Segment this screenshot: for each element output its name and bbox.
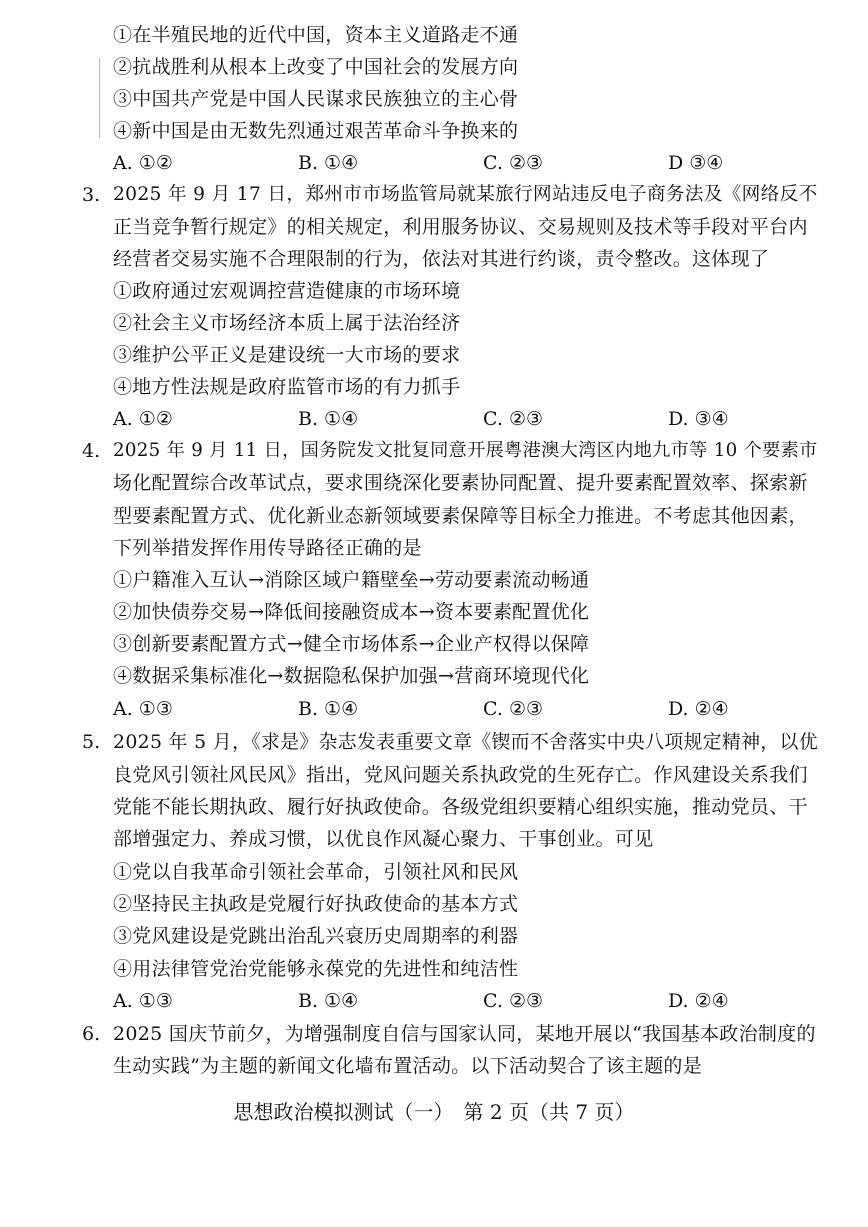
q4-option-d: D. ②④ <box>668 698 729 720</box>
q3-item-4: ④地方性法规是政府监管市场的有力抓手 <box>113 376 461 398</box>
q4-item-3: ③创新要素配置方式→健全市场体系→企业产权得以保障 <box>113 633 590 655</box>
q5-option-d: D. ②④ <box>668 990 729 1012</box>
q5-stem-line-2: 良党风引领社风民风》指出，党风问题关系执政党的生死存亡。作风建设关系我们 <box>113 764 808 786</box>
q4-number: 4. <box>82 440 101 462</box>
q2-option-c: C. ②③ <box>483 152 544 174</box>
q5-number: 5. <box>82 731 101 753</box>
page-footer: 思想政治模拟测试（一） 第 2 页（共 7 页） <box>233 1100 635 1124</box>
q6-stem-line-1: 2025 国庆节前夕，为增强制度自信与国家认同，某地开展以“我国基本政治制度的 <box>113 1023 816 1045</box>
q2-item-2: ②抗战胜利从根本上改变了中国社会的发展方向 <box>113 56 519 78</box>
q3-stem-line-3: 经营者交易实施不合理限制的行为，依法对其进行约谈，责令整改。这体现了 <box>113 248 770 270</box>
q3-option-d: D. ③④ <box>668 408 729 430</box>
q4-option-c: C. ②③ <box>483 698 544 720</box>
q3-option-c: C. ②③ <box>483 408 544 430</box>
q5-item-3: ③党风建设是党跳出治乱兴衰历史周期率的利器 <box>113 925 519 947</box>
q4-option-b: B. ①④ <box>298 698 359 720</box>
q5-item-4: ④用法律管党治党能够永葆党的先进性和纯洁性 <box>113 958 519 980</box>
q5-option-c: C. ②③ <box>483 990 544 1012</box>
q3-options <box>113 406 773 432</box>
q2-option-a: A. ①② <box>113 152 173 174</box>
q4-option-a: A. ①③ <box>113 698 173 720</box>
q6-stem-line-2: 生动实践”为主题的新闻文化墙布置活动。以下活动契合了该主题的是 <box>113 1055 703 1077</box>
q5-item-2: ②坚持民主执政是党履行好执政使命的基本方式 <box>113 893 519 915</box>
q2-item-3: ③中国共产党是中国人民谋求民族独立的主心骨 <box>113 88 519 110</box>
q4-stem-line-2: 场化配置综合改革试点，要求围绕深化要素协同配置、提升要素配置效率、探索新 <box>113 472 808 494</box>
q5-stem-line-1: 2025 年 5 月，《求是》杂志发表重要文章《锲而不舍落实中央八项规定精神，以优 <box>113 731 818 753</box>
q3-item-3: ③维护公平正义是建设统一大市场的要求 <box>113 344 461 366</box>
q3-number: 3. <box>82 184 101 206</box>
q3-stem-line-2: 正当竞争暂行规定》的相关规定，利用服务协议、交易规则及技术等手段对平台内 <box>113 216 808 238</box>
q4-item-4: ④数据采集标准化→数据隐私保护加强→营商环境现代化 <box>113 665 590 687</box>
q5-stem-line-3: 党能不能长期执政、履行好执政使命。各级党组织要精心组织实施，推动党员、干 <box>113 796 808 818</box>
q2-options <box>113 150 773 176</box>
q3-item-1: ①政府通过宏观调控营造健康的市场环境 <box>113 280 461 302</box>
q3-option-b: B. ①④ <box>298 408 359 430</box>
q5-options <box>113 988 773 1014</box>
q4-options <box>113 696 773 722</box>
q3-option-a: A. ①② <box>113 408 173 430</box>
q4-item-1: ①户籍准入互认→消除区域户籍壁垒→劳动要素流动畅通 <box>113 569 590 591</box>
q5-option-b: B. ①④ <box>298 990 359 1012</box>
q4-stem-line-1: 2025 年 9 月 11 日，国务院发文批复同意开展粤港澳大湾区内地九市等 10 个要素市 <box>113 440 818 461</box>
q5-stem-line-4: 部增强定力、养成习惯，以优良作风凝心聚力、干事创业。可见 <box>113 828 654 850</box>
q4-item-2: ②加快债券交易→降低间接融资成本→资本要素配置优化 <box>113 601 590 623</box>
q5-option-a: A. ①③ <box>113 990 173 1012</box>
q2-option-b: B. ①④ <box>298 152 359 174</box>
q2-item-4: ④新中国是由无数先烈通过艰苦革命斗争换来的 <box>113 120 519 142</box>
q4-stem-line-4: 下列举措发挥作用传导路径正确的是 <box>113 537 422 559</box>
q5-item-1: ①党以自我革命引领社会革命，引领社风和民风 <box>113 861 519 883</box>
scan-edge-mark <box>99 58 100 138</box>
q2-item-1: ①在半殖民地的近代中国，资本主义道路走不通 <box>113 24 519 46</box>
q6-number: 6. <box>82 1023 101 1045</box>
q3-stem-line-1: 2025 年 9 月 17 日，郑州市市场监管局就某旅行网站违反电子商务法及《网络反不 <box>113 184 818 205</box>
q3-item-2: ②社会主义市场经济本质上属于法治经济 <box>113 312 461 334</box>
q4-stem-line-3: 型要素配置方式、优化新业态新领域要素保障等目标全力推进。不考虑其他因素， <box>113 505 808 527</box>
q2-option-d: D ③④ <box>668 152 724 174</box>
